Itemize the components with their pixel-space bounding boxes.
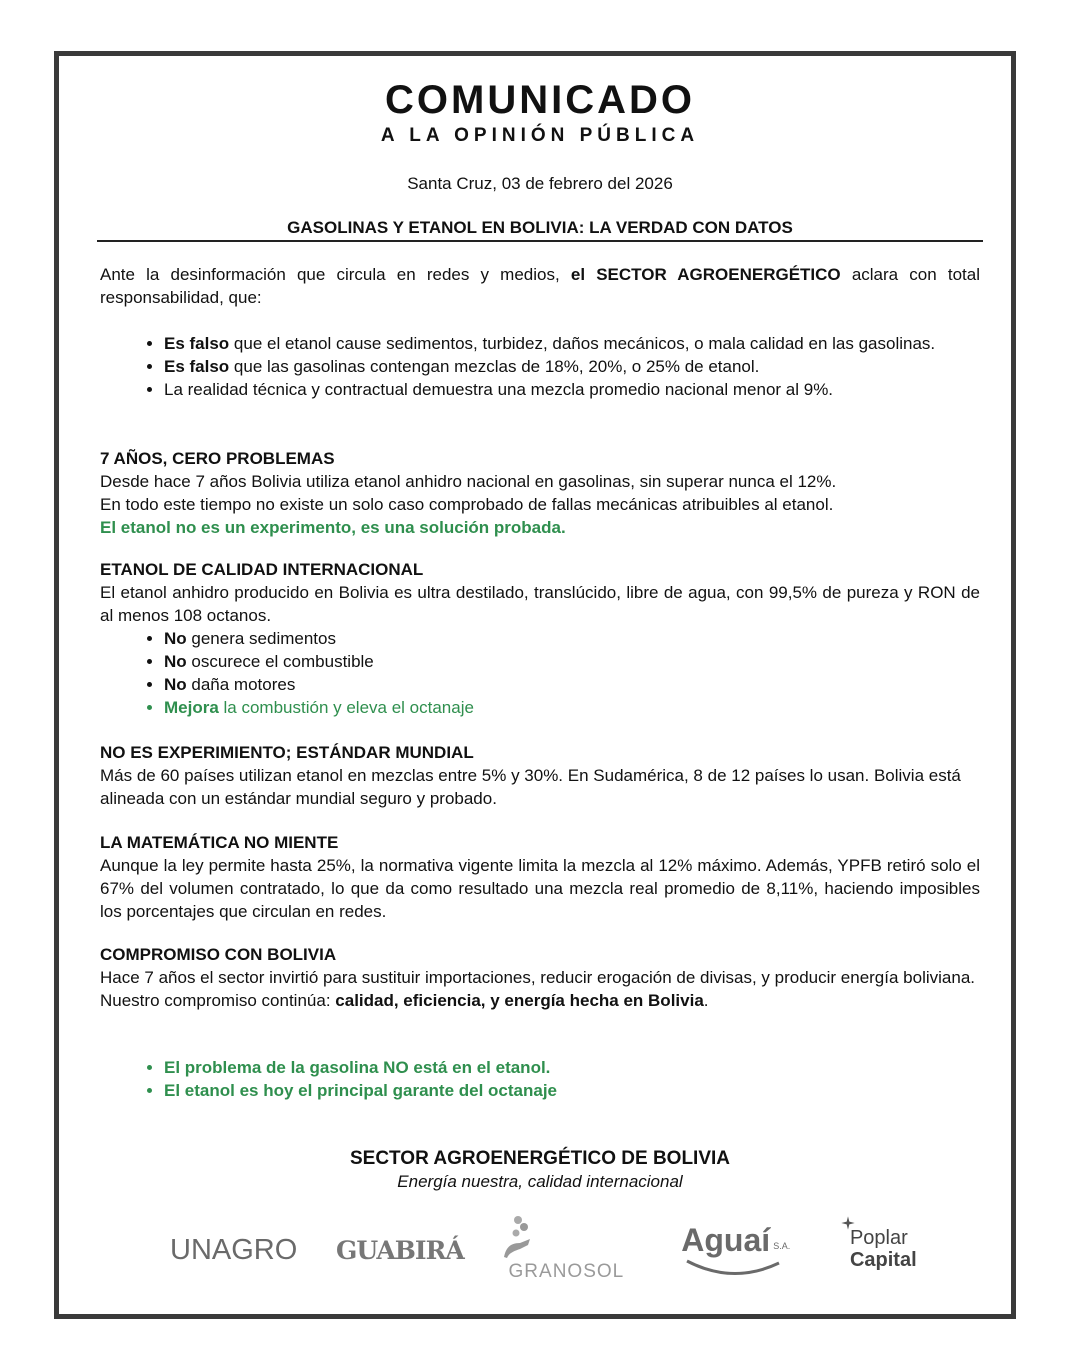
intro-text-end: aclara con total responsabilidad, que: — [100, 265, 980, 307]
bullet-bold: Es falso — [164, 357, 230, 376]
section-title: COMPROMISO CON BOLIVIA — [100, 945, 337, 964]
section-title: ETANOL DE CALIDAD INTERNACIONAL — [100, 560, 424, 579]
bullet-text: que las gasolinas contengan mezclas de 18%, 20%, o 25% de etanol. — [229, 357, 760, 376]
bullet-text: la combustión y eleva el octanaje — [218, 698, 474, 717]
section-text: El etanol anhidro producido en Bolivia es ultra destilado, translúcido, libre de agua, con 99,5% de pureza y RON de al menos 108 octanos. — [100, 583, 980, 625]
section-calidad — [100, 558, 980, 719]
partner-logos — [170, 1210, 930, 1290]
logo-poplar-line1: Poplar — [849, 1227, 908, 1249]
section-title: NO ES EXPERIMIENTO; ESTÁNDAR MUNDIAL — [100, 743, 474, 762]
logo-poplar-capital — [850, 1227, 917, 1271]
commitment-line — [100, 989, 980, 1012]
logo-aguai-suffix: S.A. — [773, 1241, 791, 1251]
intro-bold: el SECTOR AGROENERGÉTICO — [570, 265, 841, 284]
logo-poplar-line2: Capital — [849, 1249, 917, 1271]
list-item — [164, 696, 980, 719]
list-item: • El etanol es hoy el principal garante del octanaje — [164, 1079, 980, 1102]
intro-text: Ante la desinformación que circula en redes y medios, — [100, 265, 571, 284]
page-title: COMUNICADO — [385, 78, 695, 122]
list-item — [164, 378, 980, 401]
list-item: • El problema de la gasolina NO está en el etanol. — [164, 1056, 980, 1079]
section-estandar — [100, 741, 980, 810]
footer-tagline: Energía nuestra, calidad internacional — [397, 1172, 683, 1191]
bullet-text: genera sedimentos — [186, 629, 336, 648]
granosol-hand-icon — [503, 1215, 533, 1259]
list-item — [164, 673, 980, 696]
intro-paragraph — [100, 263, 980, 309]
section-text: Desde hace 7 años Bolivia utiliza etanol anhidro nacional en gasolinas, sin superar nunca el 12%. — [100, 472, 837, 491]
headline: GASOLINAS Y ETANOL EN BOLIVIA: LA VERDAD CON DATOS — [287, 218, 793, 237]
section-text: En todo este tiempo no existe un solo caso comprobado de fallas mecánicas atribuibles al etanol. — [100, 495, 834, 514]
bullet-bold: No — [164, 629, 187, 648]
section-text: Aunque la ley permite hasta 25%, la normativa vigente limita la mezcla al 12% máximo. Además, YPFB retiró solo el 67% del volumen contratado, lo que da como resultado una mezcla real promedio de 8,11%, haciendo imposibles los porcentajes que circulan en redes. — [100, 856, 980, 921]
logo-poplar-group — [840, 1215, 930, 1285]
bullet-text: La realidad técnica y contractual demuestra una mezcla promedio nacional menor al 9%. — [164, 380, 834, 399]
commit-bold: calidad, eficiencia, y energía hecha en Bolivia — [335, 991, 704, 1010]
closing-bullets — [100, 1056, 980, 1102]
section-matematica — [100, 831, 980, 923]
list-item — [164, 332, 980, 355]
logo-unagro: UNAGRO — [170, 1233, 298, 1266]
section-7-anos — [100, 447, 980, 539]
commit-text: Nuestro compromiso continúa: — [100, 991, 336, 1010]
divider — [97, 240, 983, 242]
list-item — [164, 650, 980, 673]
bullet-text: que el etanol cause sedimentos, turbidez, daños mecánicos, o mala calidad en las gasolinas. — [229, 334, 936, 353]
footer-title: SECTOR AGROENERGÉTICO DE BOLIVIA — [349, 1148, 731, 1169]
section-compromiso — [100, 943, 980, 1012]
logo-aguai: Aguaí — [681, 1222, 771, 1258]
logo-granosol: GRANOSOL — [508, 1261, 625, 1282]
list-item — [164, 355, 980, 378]
bullet-bold: No — [164, 675, 187, 694]
bullet-text: oscurece el combustible — [186, 652, 374, 671]
section-text: Hace 7 años el sector invirtió para sustituir importaciones, reducir erogación de divisas, y producir energía boliviana. — [100, 968, 975, 987]
logo-guabira: GUABIRÁ — [336, 1235, 464, 1265]
section-title: 7 AÑOS, CERO PROBLEMAS — [100, 449, 335, 468]
aguai-swoosh-icon — [685, 1259, 781, 1277]
logo-aguai-group — [681, 1215, 801, 1285]
section-highlight: El etanol no es un experimento, es una solución probada. — [100, 518, 566, 537]
page-subtitle: A LA OPINIÓN PÚBLICA — [380, 125, 700, 146]
bullet-bold: Es falso — [164, 334, 230, 353]
dateline: Santa Cruz, 03 de febrero del 2026 — [407, 174, 673, 193]
bullet-bold: No — [164, 652, 187, 671]
section-text: Más de 60 países utilizan etanol en mezclas entre 5% y 30%. En Sudamérica, 8 de 12 países lo usan. Bolivia está alineada con un estándar mundial seguro y probado. — [100, 766, 961, 808]
intro-bullets — [100, 332, 980, 401]
section-title: LA MATEMÁTICA NO MIENTE — [100, 833, 339, 852]
logo-granosol-group — [503, 1215, 643, 1285]
commit-end: . — [703, 991, 709, 1010]
list-item — [164, 627, 980, 650]
bullet-bold: Mejora — [164, 698, 219, 717]
bullet-text: daña motores — [186, 675, 296, 694]
